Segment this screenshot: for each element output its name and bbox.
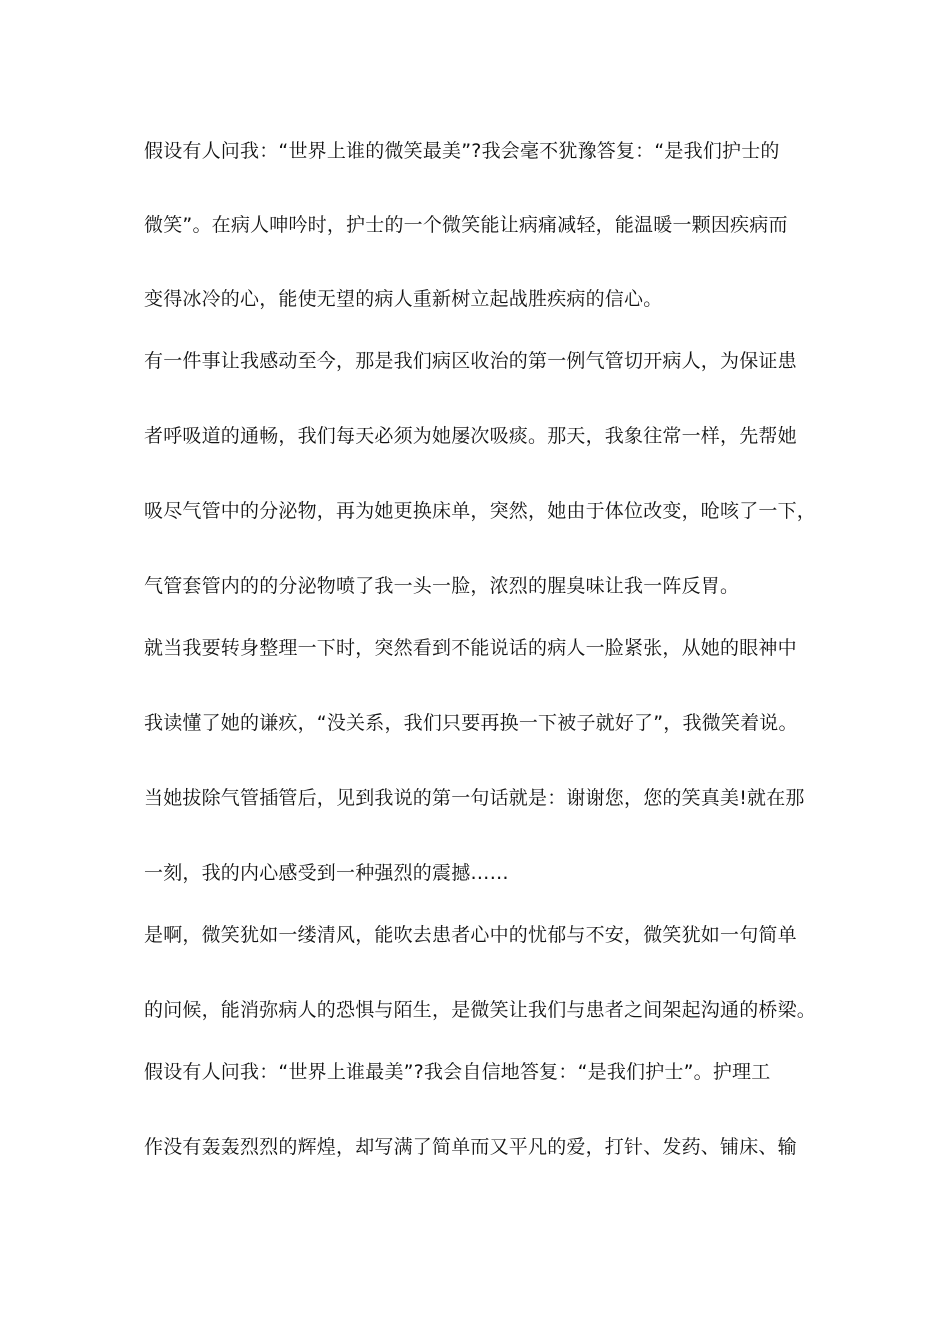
- paragraph-3-line-2: 我读懂了她的谦疚，“没关系，我们只要再换一下被子就好了”，我微笑着说。: [144, 712, 798, 734]
- paragraph-3-line-1: 就当我要转身整理一下时，突然看到不能说话的病人一脸紧张，从她的眼神中: [144, 637, 797, 659]
- paragraph-2-line-1: 有一件事让我感动至今，那是我们病区收治的第一例气管切开病人，为保证患: [144, 350, 797, 372]
- paragraph-5-line-2: 作没有轰轰烈烈的辉煌，却写满了简单而又平凡的爱，打针、发药、铺床、输: [144, 1136, 797, 1158]
- paragraph-2-line-2: 者呼吸道的通畅，我们每天必须为她屡次吸痰。那天，我象往常一样，先帮她: [144, 425, 797, 447]
- paragraph-3-line-4: 一刻，我的内心感受到一种强烈的震撼……: [144, 862, 509, 884]
- paragraph-1-line-3: 变得冰冷的心，能使无望的病人重新树立起战胜疾病的信心。: [144, 288, 663, 310]
- paragraph-5-line-1: 假设有人问我：“世界上谁最美”?我会自信地答复：“是我们护士”。护理工: [144, 1061, 771, 1083]
- paragraph-4-line-1: 是啊，微笑犹如一缕清风，能吹去患者心中的忧郁与不安，微笑犹如一句简单: [144, 924, 797, 946]
- paragraph-3-line-3: 当她拔除气管插管后，见到我说的第一句话就是：谢谢您，您的笑真美!就在那: [144, 787, 805, 809]
- paragraph-1-line-1: 假设有人问我：“世界上谁的微笑最美”?我会毫不犹豫答复：“是我们护士的: [144, 140, 780, 162]
- paragraph-2-line-4: 气管套管内的的分泌物喷了我一头一脸，浓烈的腥臭味让我一阵反胃。: [144, 575, 740, 597]
- paragraph-2-line-3: 吸尽气管中的分泌物，再为她更换床单，突然，她由于体位改变，呛咳了一下，: [144, 500, 817, 522]
- paragraph-1-line-2: 微笑”。在病人呻吟时，护士的一个微笑能让病痛减轻，能温暖一颗因疾病而: [144, 214, 788, 236]
- paragraph-4-line-2: 的问候，能消弥病人的恐惧与陌生，是微笑让我们与患者之间架起沟通的桥梁。: [144, 999, 817, 1021]
